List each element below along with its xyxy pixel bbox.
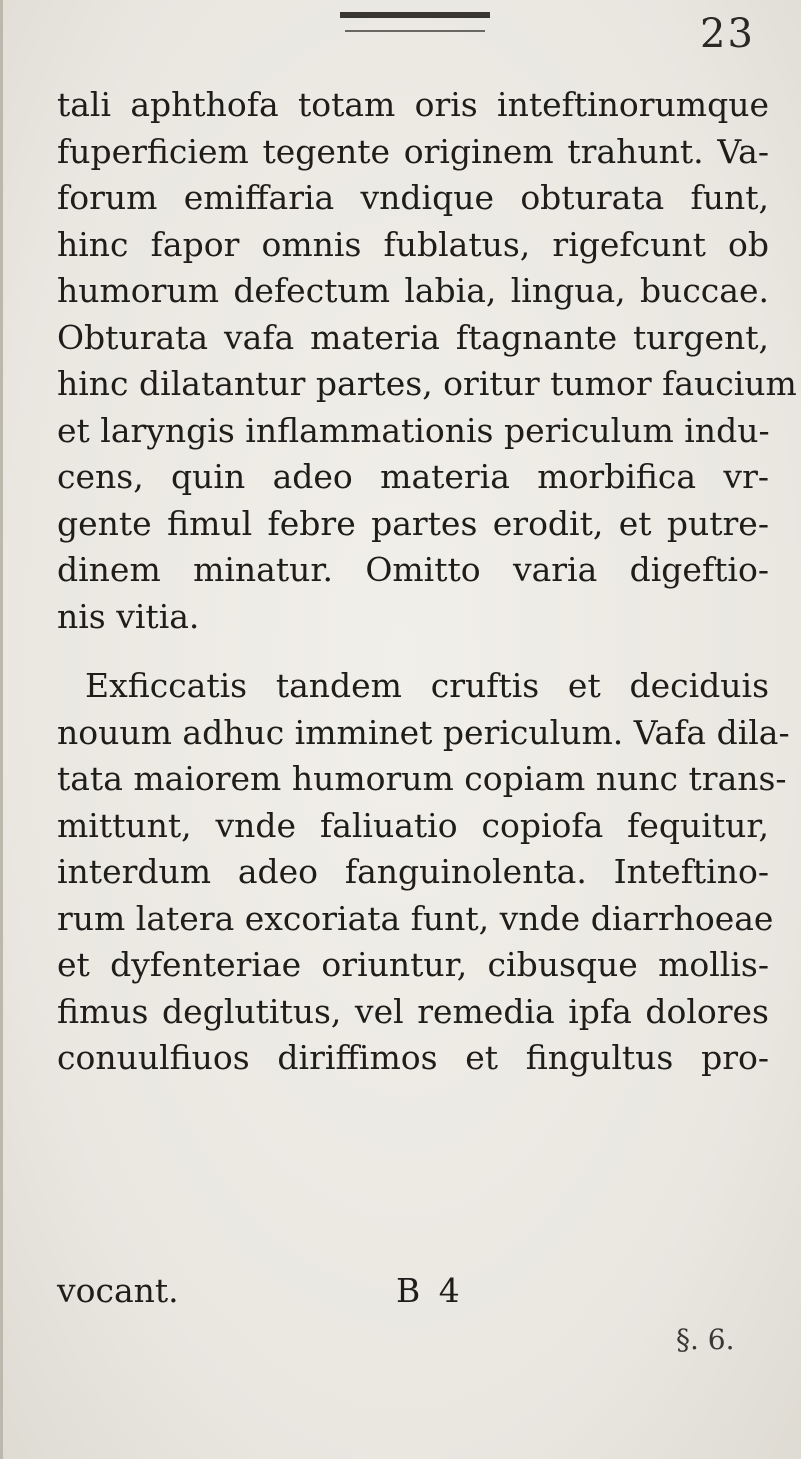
- catchword: §. 6.: [676, 1323, 735, 1356]
- text-line: Obturata vafa materia ftagnante turgent,: [57, 317, 769, 357]
- signature-mark: B 4: [396, 1271, 464, 1310]
- text-line: interdum adeo fanguinolenta. Inteftino-: [57, 852, 769, 891]
- text-line: rum latera excoriata funt, vnde diarrhoeae: [57, 898, 774, 938]
- text-line: tali aphthofa totam oris inteftinorumque: [57, 85, 769, 124]
- text-line: nouum adhuc imminet periculum. Vafa dila-: [57, 712, 790, 752]
- text-line: nis vitia.: [57, 596, 200, 636]
- text-line: Exficcatis tandem cruftis et deciduis: [85, 666, 769, 705]
- text-line: et laryngis inflammationis periculum indu-: [57, 410, 770, 450]
- text-line: tata maiorem humorum copiam nunc trans-: [57, 759, 787, 798]
- text-line: dinem minatur. Omitto varia digeftio-: [57, 550, 769, 589]
- final-line: [57, 1268, 769, 1315]
- header-ornament-rule: [345, 30, 485, 32]
- text-line: fuperficiem tegente originem trahunt. Va-: [57, 131, 769, 171]
- text-line: forum emiffaria vndique obturata funt,: [57, 178, 769, 217]
- text-line: conuulfiuos diriffimos et fingultus pro-: [57, 1038, 769, 1077]
- text-line: hinc dilatantur partes, oritur tumor faucium: [57, 364, 797, 403]
- text-line: et dyfenteriae oriuntur, cibusque mollis-: [57, 945, 769, 984]
- text-line: fimus deglutitus, vel remedia ipfa dolores: [57, 991, 769, 1031]
- paragraph-2: [57, 663, 790, 1082]
- page-number: 23: [700, 11, 755, 57]
- text-line: hinc fapor omnis fublatus, rigefcunt ob: [57, 224, 769, 264]
- header-ornament: [340, 12, 490, 18]
- final-word: vocant.: [57, 1271, 179, 1310]
- text-line: gente fimul febre partes erodit, et putre-: [57, 503, 769, 543]
- text-line: cens, quin adeo materia morbifica vr-: [57, 457, 769, 496]
- text-line: humorum defectum labia, lingua, buccae.: [57, 271, 769, 310]
- page-edge: [0, 0, 3, 1459]
- paragraph-1: [57, 82, 797, 640]
- text-line: mittunt, vnde faliuatio copiofa fequitur,: [57, 805, 769, 845]
